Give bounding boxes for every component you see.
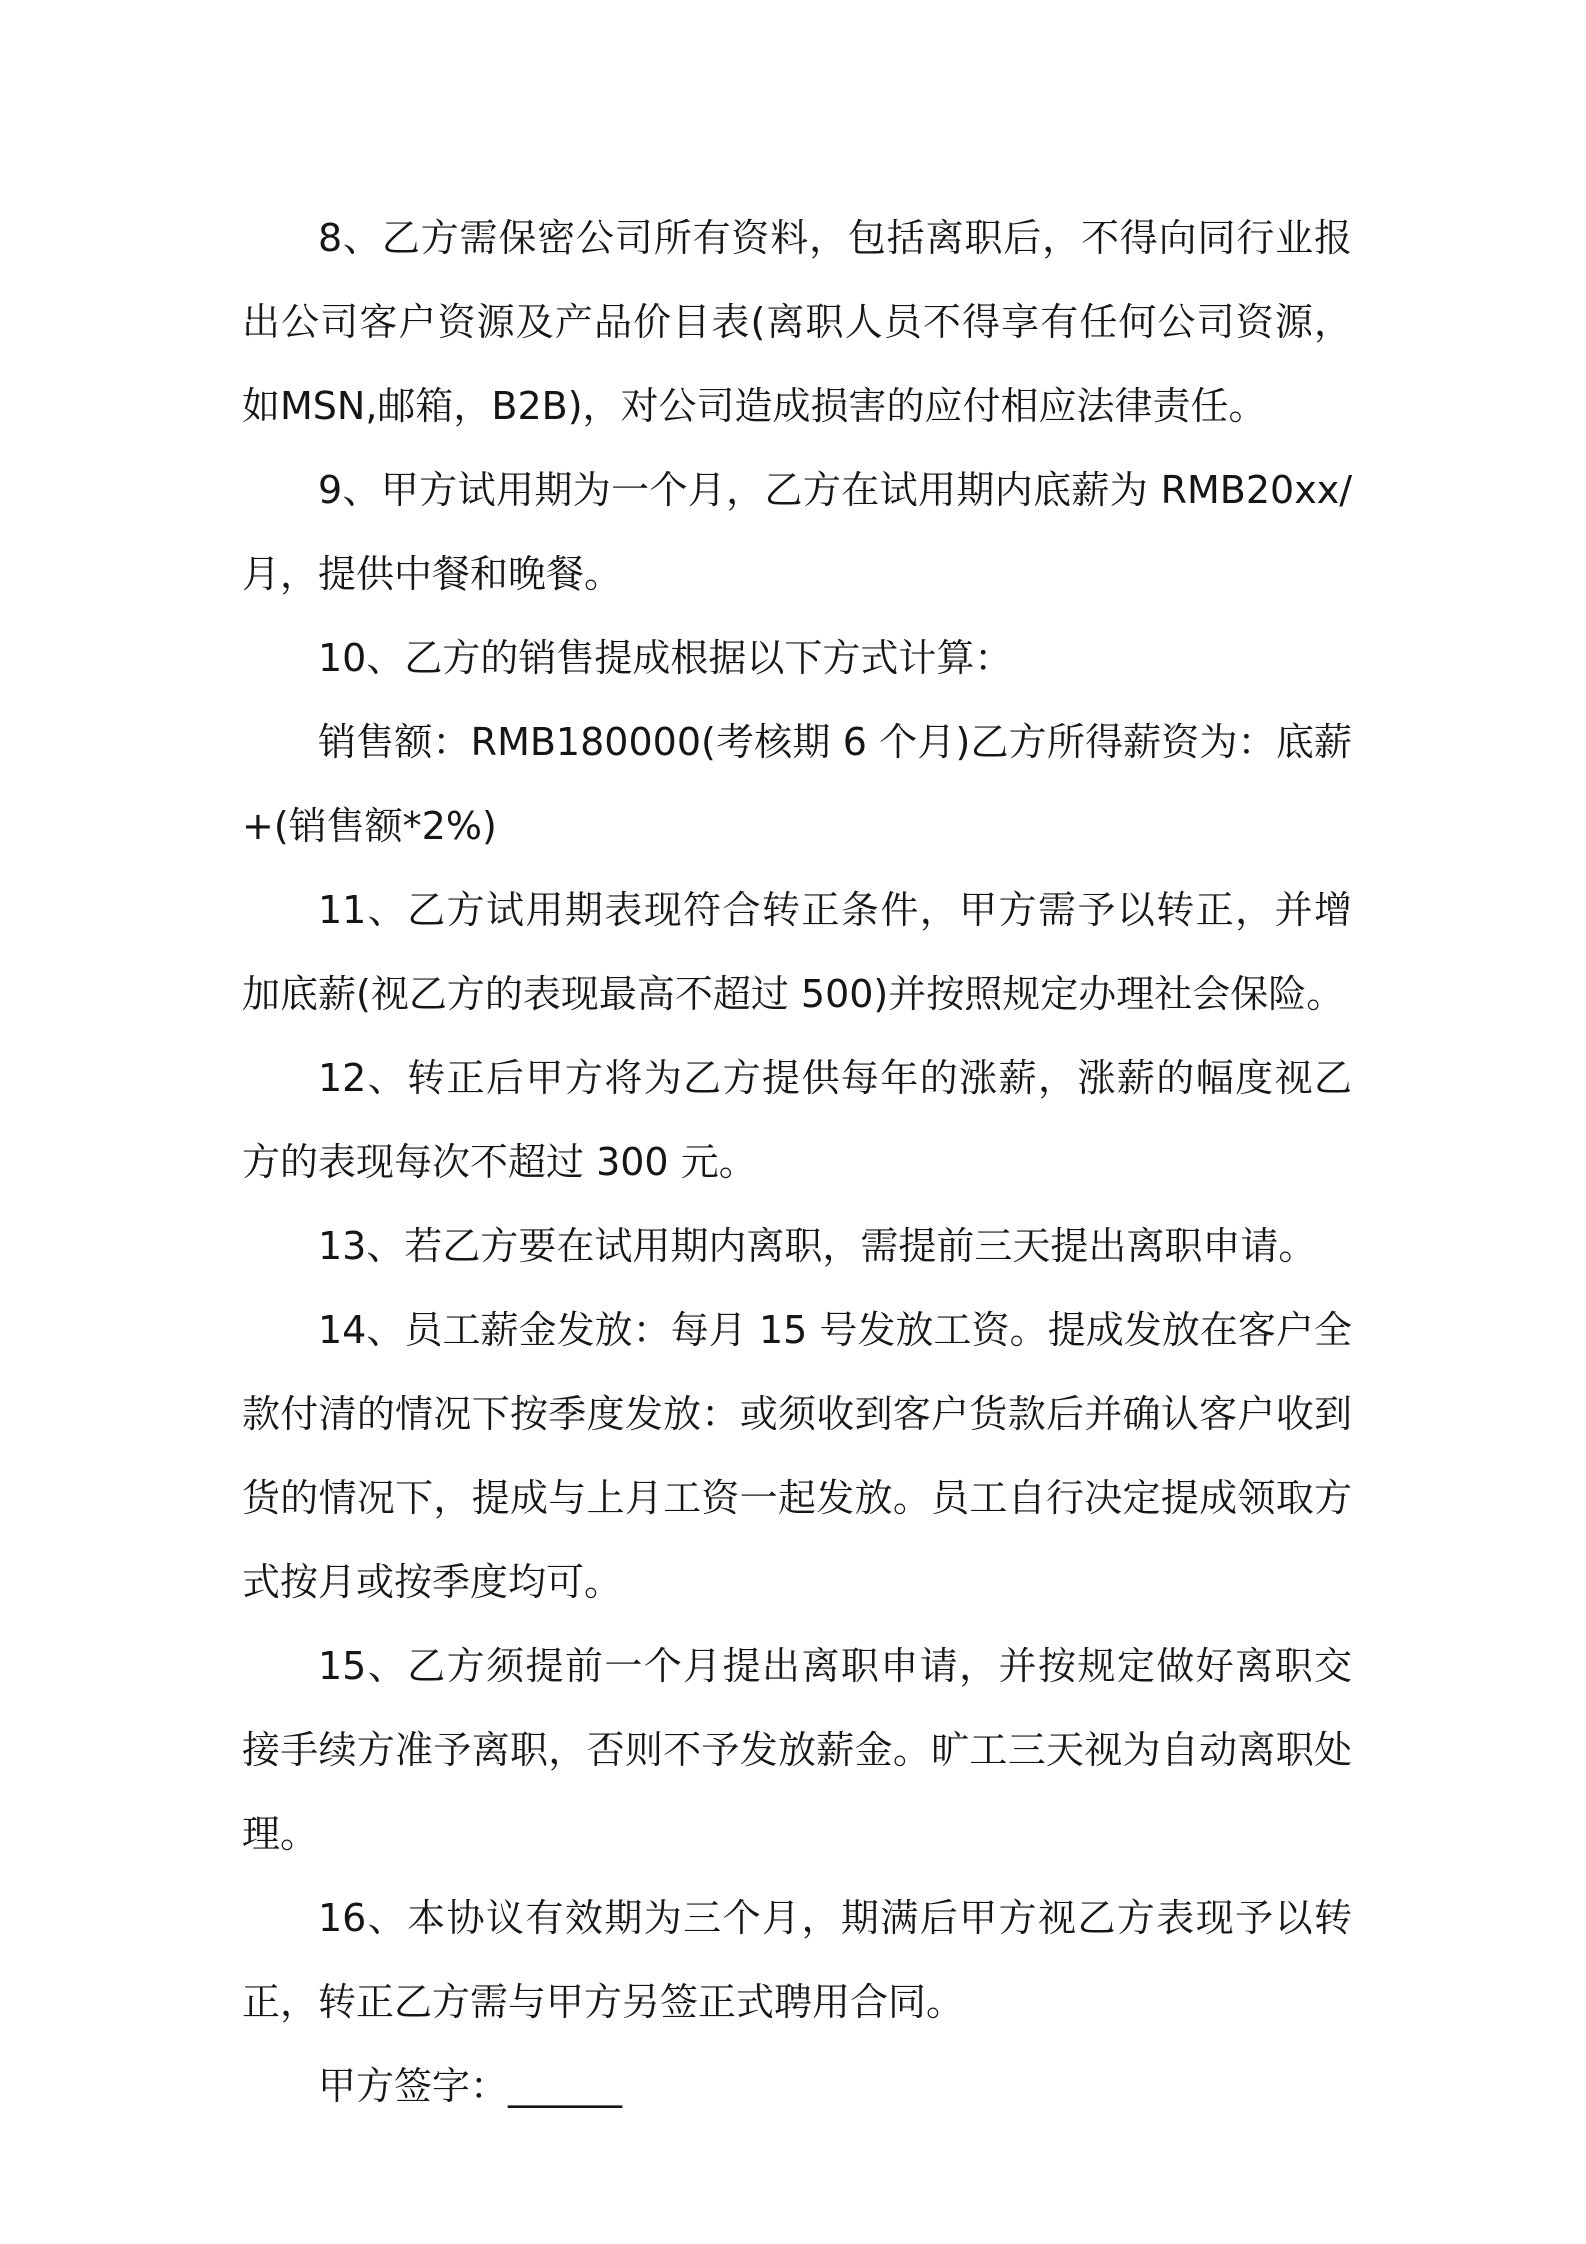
sales-formula: 销售额：RMB180000(考核期 6 个月)乙方所得薪资为：底薪+(销售额*2%) [242, 720, 1352, 848]
clause-15: 15、乙方须提前一个月提出离职申请，并按规定做好离职交接手续方准予离职，否则不予发放薪金。旷工三天视为自动离职处理。 [242, 1644, 1352, 1856]
clause-16: 16、本协议有效期为三个月，期满后甲方视乙方表现予以转正，转正乙方需与甲方另签正式聘用合同。 [242, 1896, 1352, 2024]
clause-10: 10、乙方的销售提成根据以下方式计算： [318, 636, 1013, 680]
clause-13: 13、若乙方要在试用期内离职，需提前三天提出离职申请。 [318, 1224, 1317, 1268]
clause-8: 8、乙方需保密公司所有资料，包括离职后，不得向同行业报出公司客户资源及产品价目表(离职人员不得享有任何公司资源，如MSN,邮箱，B2B)，对公司造成损害的应付相应法律责任。 [242, 216, 1352, 428]
clause-12: 12、转正后甲方将为乙方提供每年的涨薪，涨薪的幅度视乙方的表现每次不超过 300 元。 [242, 1056, 1352, 1184]
document-body [242, 196, 1352, 2128]
clause-14: 14、员工薪金发放：每月 15 号发放工资。提成发放在客户全款付清的情况下按季度发放：或须收到客户货款后并确认客户收到货的情况下，提成与上月工资一起发放。员工自行决定提成领取方式按月或按季度均可。 [242, 1308, 1352, 1604]
clause-11: 11、乙方试用期表现符合转正条件，甲方需予以转正，并增加底薪(视乙方的表现最高不超过 500)并按照规定办理社会保险。 [242, 888, 1352, 1016]
clause-9: 9、甲方试用期为一个月，乙方在试用期内底薪为 RMB20xx/月，提供中餐和晚餐。 [242, 468, 1352, 596]
party-a-signature: 甲方签字：______ [318, 2064, 623, 2108]
